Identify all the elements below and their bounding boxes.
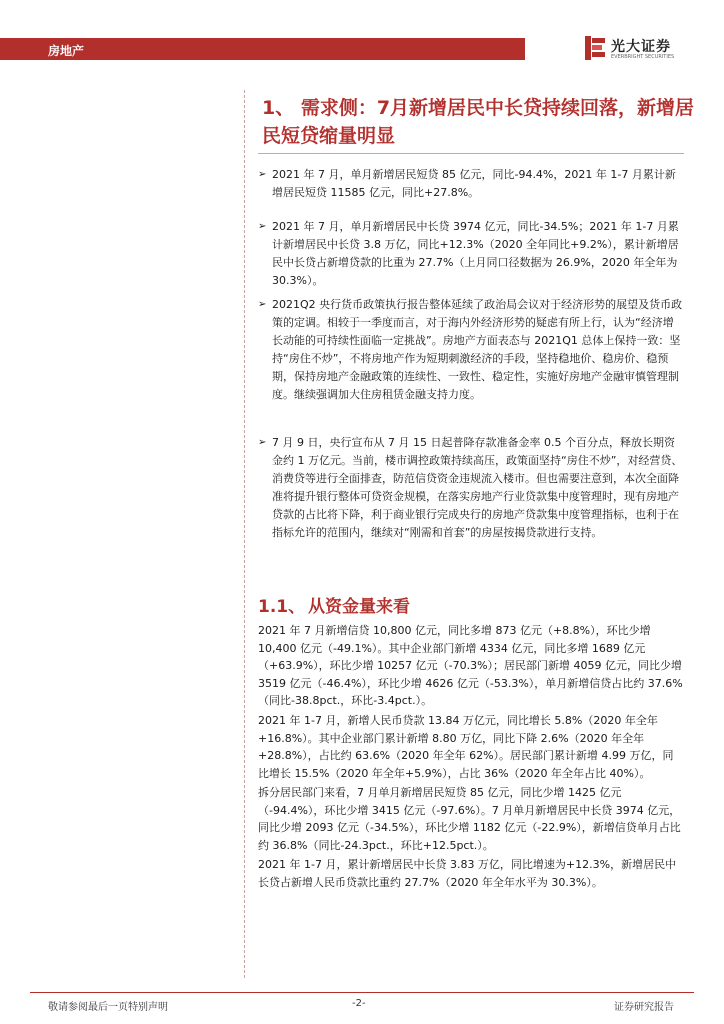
bullet-arrow-icon: ➢ [258, 169, 267, 180]
footer-disclaimer: 敬请参阅最后一页特别声明 [48, 1002, 168, 1013]
logo-mark-icon [585, 36, 605, 60]
footer-divider [30, 992, 694, 993]
logo-subtext: EVERBRIGHT SECURITIES [611, 54, 675, 60]
subsection-number: 1.1、 [258, 597, 306, 617]
paragraph: 2021 年 7 月新增信贷 10,800 亿元，同比多增 873 亿元（+8.8%），环比少增 10,400 亿元（-49.1%）。其中企业部门新增 4334 亿元，同比多增 1689 亿元（+63.9%），环比少增 10257 亿元（-70.3%）；居民部门新增 4059 亿元，同比少增 3519 亿元（-46.4%），环比少增 4626 亿元（-53.3%），单月新增信贷占比约 37.6%（同比-38.8pct.，环比-3.4pct.）。 [258, 624, 683, 707]
company-logo [585, 34, 695, 64]
subsection-heading [258, 592, 684, 617]
bullet-item [258, 434, 684, 542]
bullet-arrow-icon: ➢ [258, 221, 267, 232]
bullet-item [258, 296, 684, 404]
margin-divider [244, 90, 245, 978]
bullet-arrow-icon: ➢ [258, 299, 267, 310]
paragraph: 2021 年 1-7 月，新增人民币贷款 13.84 万亿元，同比增长 5.8%（2020 年全年+16.8%）。其中企业部门累计新增 8.80 万亿，同比下降 2.6%（2020 年全年+28.8%），占比约 63.6%（2020 年全年 62%）。居民部门累计新增 4.99 万亿，同比增长 15.5%（2020 年全年+5.9%），占比 36%（2020 年全年占比 40%）。 [258, 714, 674, 780]
paragraph: 2021 年 1-7 月，累计新增居民中长贷 3.83 万亿，同比增速为+12.3%，新增居民中长贷占新增人民币贷款比重约 27.7%（2020 年全年水平为 30.3%）。 [258, 858, 677, 889]
bullet-item [258, 166, 684, 202]
bullet-text: 2021 年 7 月，单月新增居民中长贷 3974 亿元，同比-34.5%；2021 年 1-7 月累计新增居民中长贷 3.8 万亿，同比+12.3%（2020 全年同比+9.2%），累计新增居民中长贷占新增贷款的比重为 27.7%（上月同口径数据为 26.9%，2020 年全年为 30.3%）。 [272, 220, 679, 287]
heading-divider [258, 153, 684, 154]
page-number: -2- [352, 998, 366, 1009]
bullet-text: 7 月 9 日，央行宣布从 7 月 15 日起普降存款准备金率 0.5 个百分点，释放长期资金约 1 万亿元。当前，楼市调控政策持续高压，政策面坚持“房住不炒”，对经营贷、消费贷等进行全面排查，防范信贷资金违规流入楼市。但也需要注意到，本次全面降准将提升银行整体可贷资金规模，在落实房地产行业贷款集中度管理时，现有房地产贷款的占比将下降，利于商业银行完成央行的房地产贷款集中度管理指标，也利于在指标允许的范围内，继续对“刚需和首套”的房屋按揭贷款进行支持。 [272, 436, 683, 539]
section-banner [0, 38, 525, 60]
subsection-title: 从资金量来看 [308, 597, 410, 617]
logo-text: 光大证券 [611, 39, 671, 55]
bullet-arrow-icon: ➢ [258, 437, 267, 448]
paragraph: 拆分居民部门来看，7 月单月新增居民短贷 85 亿元，同比少增 1425 亿元（-94.4%），环比少增 3415 亿元（-97.6%）。7 月单月新增居民中长贷 3974 亿元，同比少增 2093 亿元（-34.5%），环比少增 1182 亿元（-22.9%），新增信贷单月占比约 36.8%（同比-24.3pct.，环比+12.5pct.）。 [258, 786, 681, 852]
section-heading: 1、 需求侧：7月新增居民中长贷持续回落，新增居民短贷缩量明显 [262, 97, 695, 147]
bullet-text: 2021 年 7 月，单月新增居民短贷 85 亿元，同比-94.4%，2021 年 1-7 月累计新增居民短贷 11585 亿元，同比+27.8%。 [272, 168, 676, 199]
section-label: 房地产 [48, 44, 85, 58]
bullet-text: 2021Q2 央行货币政策执行报告整体延续了政治局会议对于经济形势的展望及货币政策的定调。相较于一季度而言，对于海内外经济形势的疑虑有所上行，认为“经济增长动能的可持续性面临一定挑战”。房地产方面表态与 2021Q1 总体上保持一致：坚持“房住不炒”，不将房地产作为短期刺激经济的手段，坚持稳地价、稳房价、稳预期，保持房地产金融政策的连续性、一致性、稳定性，实施好房地产金融审慎管理制度。继续强调加大住房租赁金融支持力度。 [272, 298, 683, 401]
bullet-item [258, 218, 684, 290]
footer-report-type: 证券研究报告 [614, 1002, 674, 1013]
